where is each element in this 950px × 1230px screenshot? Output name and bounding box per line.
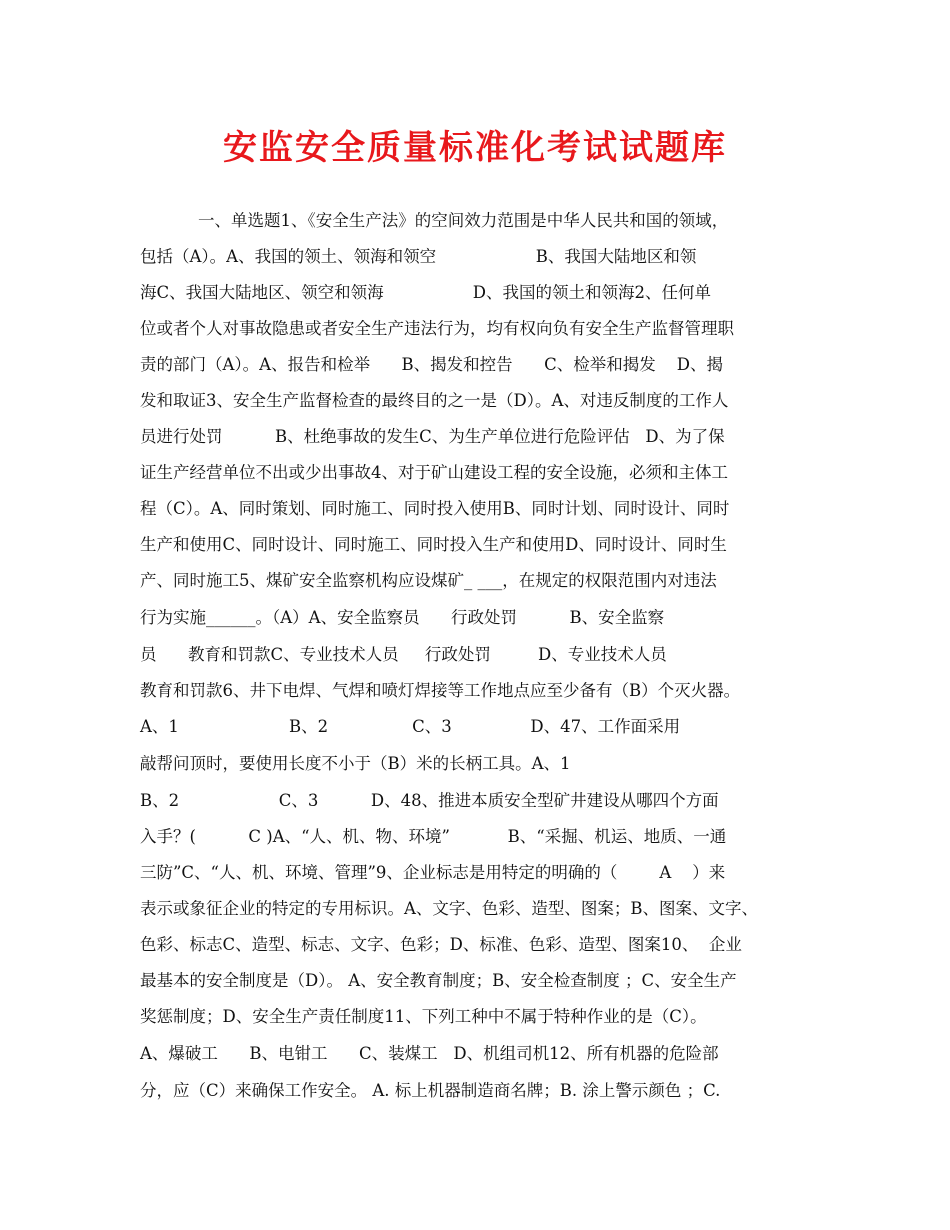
- document-title: 安监安全质量标准化考试试题库: [223, 128, 727, 168]
- text-line: A、爆破工 B、电钳工 C、装煤工 D、机组司机12、所有机器的危险部: [140, 1044, 719, 1063]
- text-line: 包括（A）。A、我国的领土、领海和领空 B、我国大陆地区和领: [140, 247, 697, 266]
- text-line: 生产和使用C、同时设计、同时施工、同时投入生产和使用D、同时设计、同时生: [140, 535, 727, 554]
- text-line: 教育和罚款6、井下电焊、气焊和喷灯焊接等工作地点应至少备有（B）个灭火器。: [140, 681, 741, 700]
- text-line: B、2 C、3 D、48、推进本质安全型矿井建设从哪四个方面: [140, 791, 719, 810]
- text-line: 责的部门（A）。A、报告和检举 B、揭发和控告 C、检举和揭发 D、揭: [140, 355, 723, 374]
- text-line: 色彩、标志C、造型、标志、文字、色彩；D、标准、色彩、造型、图案10、 企业: [140, 935, 742, 954]
- text-line: 位或者个人对事故隐患或者安全生产违法行为，均有权向负有安全生产监督管理职: [140, 319, 734, 338]
- text-line: 行为实施______。（A）A、安全监察员 行政处罚 B、安全监察: [140, 608, 665, 627]
- text-line: 入手？( C )A、“人、机、物、环境” B、“采掘、机运、地质、一通: [140, 827, 727, 846]
- text-line: 发和取证3、安全生产监督检查的最终目的之一是（D）。A、对违反制度的工作人: [140, 391, 729, 410]
- text-line: 奖惩制度；D、安全生产责任制度11、下列工种中不属于特种作业的是（C）。: [140, 1007, 707, 1026]
- text-line: 员 教育和罚款C、专业技术人员 行政处罚 D、专业技术人员: [140, 645, 667, 664]
- text-line: 最基本的安全制度是（D）。 A、安全教育制度；B、安全检查制度 ；C、安全生产: [140, 971, 737, 990]
- text-line: 表示或象征企业的特定的专用标识。A、文字、色彩、造型、图案；B、图案、文字、: [140, 899, 759, 918]
- text-line: 证生产经营单位不出或少出事故4、对于矿山建设工程的安全设施，必须和主体工: [140, 463, 728, 482]
- text-line: 海C、我国大陆地区、领空和领海 D、我国的领土和领海2、任何单: [140, 283, 712, 302]
- text-line: A、1 B、2 C、3 D、47、工作面采用: [140, 717, 681, 736]
- text-line: 员进行处罚 B、杜绝事故的发生C、为生产单位进行危险评估 D、为了保: [140, 427, 725, 446]
- text-line: 三防”C、“人、机、环境、管理”9、企业标志是用特定的明确的（ A ）来: [140, 863, 726, 882]
- text-line: 敲帮问顶时，要使用长度不小于（B）米的长柄工具。A、1: [140, 754, 571, 773]
- text-line: 分，应（C）来确保工作安全。 A. 标上机器制造商名牌；B. 涂上警示颜色 ；C.: [140, 1081, 721, 1100]
- text-line: 产、同时施工5、煤矿安全监察机构应设煤矿_ ___，在规定的权限范围内对违法: [140, 571, 717, 590]
- text-line: 一、单选题1、《安全生产法》的空间效力范围是中华人民共和国的领域，: [198, 211, 729, 230]
- text-line: 程（C）。A、同时策划、同时施工、同时投入使用B、同时计划、同时设计、同时: [140, 499, 730, 518]
